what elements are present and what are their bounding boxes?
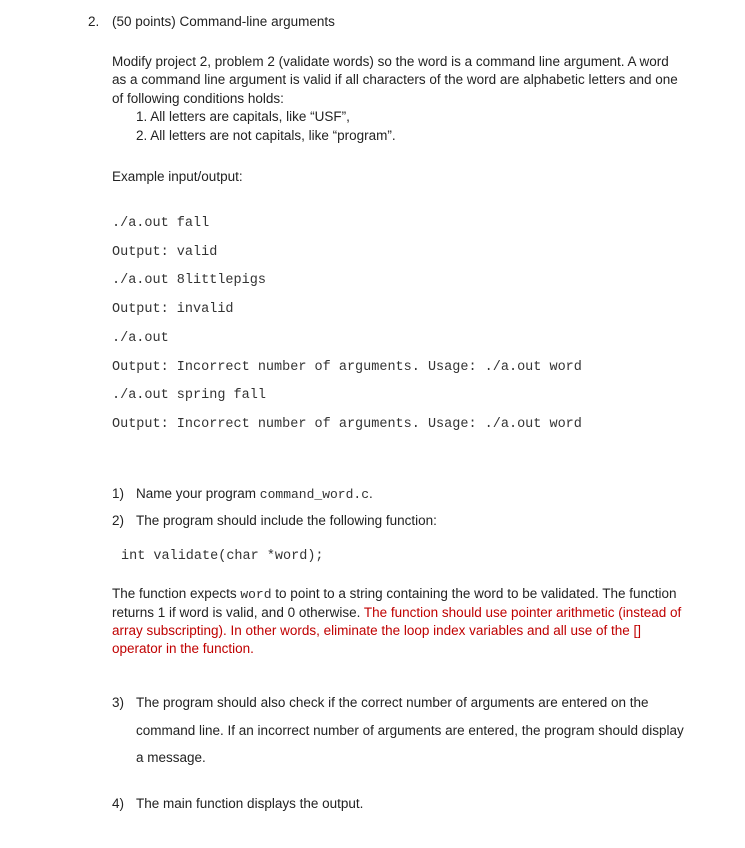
requirement-3-line-3: a message. — [136, 750, 206, 765]
func-desc-line-1 — [112, 585, 677, 604]
program-filename: command_word.c — [259, 487, 370, 502]
intro-line-1: Modify project 2, problem 2 (validate words) so the word is a command line argument. A word — [112, 54, 669, 69]
example-label: Example input/output: — [112, 169, 243, 184]
requirement-text: The program should include the following function: — [136, 513, 437, 528]
condition-item: 1. All letters are capitals, like “USF”, — [136, 109, 350, 124]
requirement-2 — [112, 513, 437, 528]
intro-line-2: as a command line argument is valid if all characters of the word are alphabetic letters and one — [112, 72, 678, 87]
example-line: ./a.out spring fall — [112, 388, 266, 403]
requirement-text: The main function displays the output. — [136, 796, 364, 811]
requirement-3-number: 3) — [112, 695, 125, 710]
requirement-end: . — [369, 486, 373, 501]
example-line: ./a.out — [112, 331, 169, 346]
requirement-number: 2) — [112, 513, 125, 528]
requirement-text: Name your program — [136, 486, 260, 501]
func-desc-emphasis: The function should use pointer arithmetic (instead of — [363, 605, 682, 620]
func-desc-line-3: array subscripting). In other words, eliminate the loop index variables and all use of the [] — [112, 623, 642, 638]
func-desc-text: The function expects — [112, 586, 241, 601]
func-desc-text: to point to a string containing the word to be validated. The function — [271, 586, 677, 601]
requirement-number: 4) — [112, 796, 125, 811]
requirement-4 — [112, 796, 363, 811]
requirement-3-line-1: The program should also check if the correct number of arguments are entered on the — [136, 695, 649, 710]
example-line: Output: Incorrect number of arguments. Usage: ./a.out word — [112, 360, 582, 375]
function-prototype: int validate(char *word); — [121, 549, 324, 564]
condition-item: 2. All letters are not capitals, like “program”. — [136, 128, 396, 143]
func-desc-text: returns 1 if word is valid, and 0 otherwise. — [112, 605, 364, 620]
func-desc-line-2 — [112, 604, 681, 622]
example-line: ./a.out 8littlepigs — [112, 273, 266, 288]
example-line: Output: Incorrect number of arguments. Usage: ./a.out word — [112, 417, 582, 432]
question-title: (50 points) Command-line arguments — [112, 14, 335, 29]
question-number: 2. — [88, 14, 100, 29]
requirement-1 — [112, 486, 373, 502]
intro-line-3: of following conditions holds: — [112, 91, 284, 106]
requirement-number: 1) — [112, 486, 125, 501]
requirement-3-line-2: command line. If an incorrect number of arguments are entered, the program should display — [136, 723, 684, 738]
example-line: Output: valid — [112, 245, 218, 260]
example-line: Output: invalid — [112, 302, 234, 317]
func-desc-line-4: operator in the function. — [112, 641, 254, 656]
param-name: word — [240, 587, 272, 602]
example-line: ./a.out fall — [112, 216, 210, 231]
